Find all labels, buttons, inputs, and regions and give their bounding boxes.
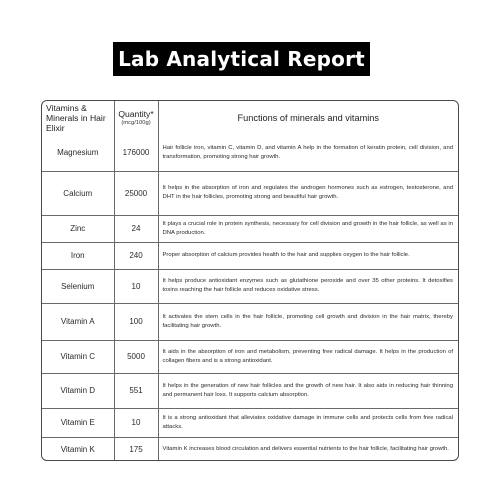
table-row xyxy=(42,269,458,303)
table-row xyxy=(42,171,458,215)
table-row xyxy=(42,303,458,340)
nutrient-function: It helps in the absorption of iron and regulates the androgen hormones such as estrogen, testosterone, and DHT in the hair follicles, promoting strong and beautiful hair growth. xyxy=(158,171,458,215)
nutrient-quantity: 176000 xyxy=(114,135,158,171)
nutrient-name: Iron xyxy=(42,242,114,269)
nutrient-function: It helps produce antioxidant enzymes such as glutathione peroxide and over 35 other proteins. It detoxifies toxins reaching the hair follicle and reduces oxidative stress. xyxy=(158,269,458,303)
title-banner xyxy=(113,42,370,76)
nutrient-name: Vitamin D xyxy=(42,373,114,408)
quantity-header-unit: (mcg/100g) xyxy=(121,120,151,126)
table-row xyxy=(42,340,458,373)
nutrient-function: Vitamin K increases blood circulation and delivers essential nutrients to the hair follicle, facilitating hair growth. xyxy=(162,446,449,453)
table-row xyxy=(42,215,458,242)
nutrient-name: Vitamin E xyxy=(42,408,114,437)
nutrient-function: It plays a crucial role in protein synthesis, necessary for cell division and growth in the hair follicle, as well as in DNA production. xyxy=(158,215,458,242)
quantity-header-label: Quantity* xyxy=(118,109,154,119)
nutrient-quantity: 25000 xyxy=(114,171,158,215)
nutrient-quantity: 10 xyxy=(114,408,158,437)
table-row xyxy=(42,135,458,171)
report-table-frame xyxy=(41,100,459,461)
nutrient-function: It helps in the generation of new hair follicles and the growth of new hair. It also aids in reducing hair thinning and permanent hair loss. It supports calcium absorption. xyxy=(158,373,458,408)
table-row xyxy=(42,242,458,269)
nutrient-quantity: 240 xyxy=(114,242,158,269)
table-row xyxy=(42,373,458,408)
nutrient-function: It is a strong antioxidant that alleviates oxidative damage in immune cells and protects cells from free radical attacks. xyxy=(158,408,458,437)
nutrient-function: Hair follicle iron, vitamin C, vitamin D, and vitamin A help in the formation of keratin protein, cell division, and transformation, promoting strong hair growth. xyxy=(158,135,458,171)
nutrient-name: Vitamin C xyxy=(42,340,114,373)
nutrient-name: Vitamin K xyxy=(42,437,114,461)
column-header-name: Vitamins & Minerals in Hair Elixir xyxy=(42,101,114,135)
nutrient-function: It activates the stem cells in the hair follicle, promoting cell growth and division in the hair matrix, thereby facilitating hair growth. xyxy=(158,303,458,340)
table-row xyxy=(42,437,458,461)
column-header-functions: Functions of minerals and vitamins xyxy=(237,113,379,123)
nutrient-quantity: 10 xyxy=(114,269,158,303)
nutrient-quantity: 175 xyxy=(114,437,158,461)
nutrient-name: Vitamin A xyxy=(42,303,114,340)
nutrient-name: Zinc xyxy=(42,215,114,242)
nutrient-quantity: 100 xyxy=(114,303,158,340)
nutrient-function: Proper absorption of calcium provides health to the hair and supplies oxygen to the hair follicle. xyxy=(158,242,458,269)
nutrient-quantity: 24 xyxy=(114,215,158,242)
nutrient-function: It aids in the absorption of iron and metabolism, preventing free radical damage. It helps in the production of collagen fibers and is a strong antioxidant. xyxy=(158,340,458,373)
nutrient-name: Selenium xyxy=(42,269,114,303)
nutrient-name: Magnesium xyxy=(42,135,114,171)
nutrient-name: Calcium xyxy=(42,171,114,215)
report-table xyxy=(42,101,458,461)
page-title: Lab Analytical Report xyxy=(118,47,365,71)
column-header-quantity xyxy=(114,101,158,135)
table-header-row xyxy=(42,101,458,135)
nutrient-quantity: 5000 xyxy=(114,340,158,373)
nutrient-quantity: 551 xyxy=(114,373,158,408)
table-row xyxy=(42,408,458,437)
